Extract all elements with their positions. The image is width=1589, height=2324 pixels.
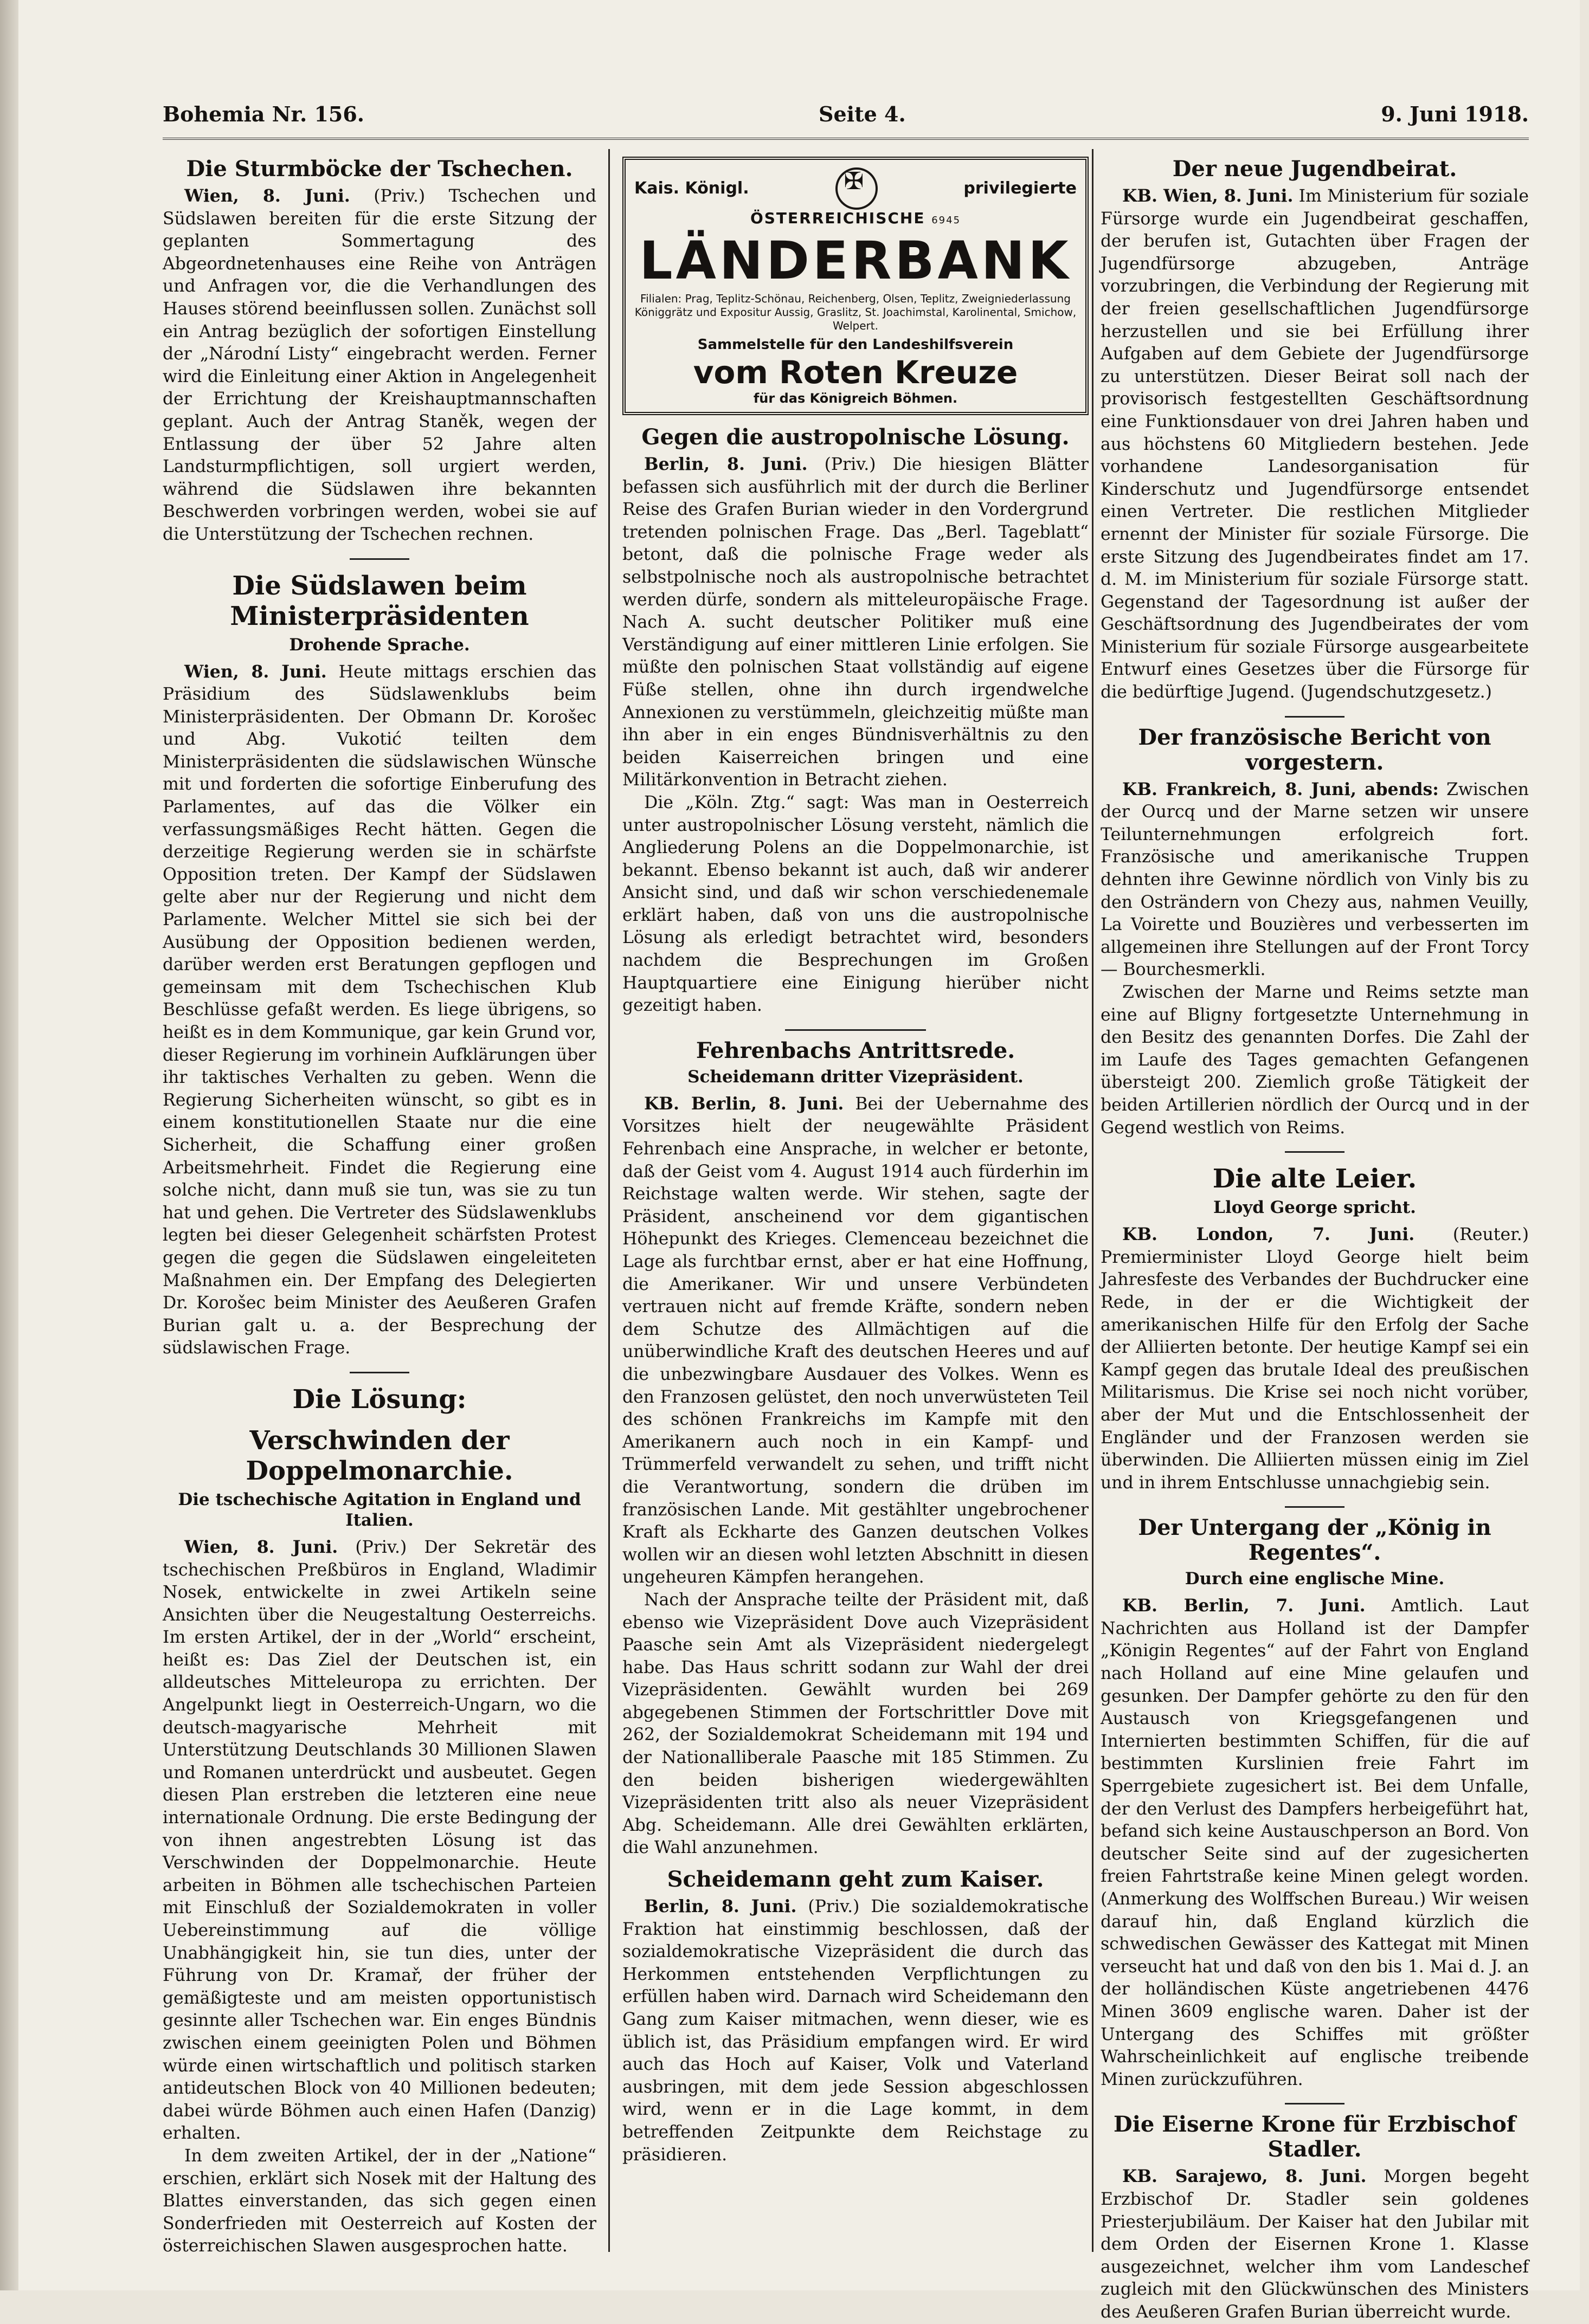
article-separator bbox=[1285, 2103, 1344, 2104]
article-body bbox=[1101, 778, 1529, 982]
article-separator bbox=[1285, 1506, 1344, 1508]
ad-line2: ÖSTERREICHISCHE bbox=[750, 209, 925, 227]
article-body: Nach der Ansprache teilte der Präsident mit, daß ebenso wie Vizepräsident Dove auch Vizepräsident Paasche sein Amt als Vizepräsident niedergelegt habe. Das Haus schritt sodann zur Wahl der drei Vizepräsidenten. Gewählt wurden bei 269 abgegebenen Stimmen der Fortschrittler Dove mit 262, der Sozialdemokrat Scheidemann mit 194 und der Nationalliberale Paasche mit 185 Stimmen. Zu den beiden bisherigen wiedergewählten Vizepräsidenten tritt also als neuer Vizepräsident Abg. Scheidemann. Alle drei Gewählten erklärten, die Wahl anzunehmen. bbox=[622, 1590, 1089, 1858]
article-body bbox=[622, 1093, 1089, 1589]
article-separator bbox=[350, 558, 409, 560]
article-text: Heute mittags erschien das Präsidium des Südslawenklubs beim Ministerpräsidenten. Der Obmann Dr. Korošec und Abg. Vukotić teilten dem Ministerpräsidenten die südslawischen Wünsche mit und forderten die sofortige Einberufung des Parlamentes, auf das die Völker ein verfassungsmäßiges Recht hätten. Gegen die derzeitige Regierung werden sie in schärfste Opposition treten. Der Kampf der Südslawen gelte aber nur der Regierung und nicht dem Parlamente. Welcher Mittel sie sich bei der Ausübung der Opposition bedienen werden, darüber werden erst Beratungen gepflogen und gemeinsam mit dem Tschechischen Klub Beschlüsse gefaßt werden. Es liege übrigens, so heißt es in dem Kommunique, gar kein Grund vor, dieser Regierung im vorhinein Aufklärungen über ihr taktisches Verhalten zu geben. Wenn die Regierung Sicherheiten wünscht, so gibt es in einem konstitutionellen Staate nur die eine Sicherheit, die Schaffung einer großen Arbeitsmehrheit. Findet die Regierung eine solche nicht, dann muß sie tun, was sie zu tun hat und gehen. Die Vertreter des Südslawenklubs legten bei dieser Gelegenheit schärfsten Protest gegen die gegen die Südslawen eingeleiteten Maßnahmen ein. Der Empfang des Delegierten Dr. Korošec beim Minister des Aeußeren Grafen Burian galt u. a. der Besprechung der südslawischen Frage. bbox=[163, 662, 596, 1358]
article-body bbox=[1101, 1594, 1529, 2091]
article-body: In dem zweiten Artikel, der in der „Natione“ erschien, erklärt sich Nosek mit der Haltung des Blattes einverstanden, das sich gegen einen Sonderfrieden mit Oesterreich auf Kosten der österreichischen Slawen ausgesprochen hatte. bbox=[163, 2146, 596, 2256]
column-1 bbox=[163, 149, 596, 2256]
article-title-line-2: Verschwinden der Doppelmonarchie. bbox=[246, 1425, 513, 1486]
article-dateline: KB. Berlin, 7. Juni. bbox=[1122, 1596, 1366, 1616]
page-binding-shadow bbox=[0, 0, 18, 2290]
article-title: Scheidemann geht zum Kaiser. bbox=[667, 1867, 1044, 1893]
article-body bbox=[622, 453, 1089, 792]
article-text: Im Ministerium für soziale Fürsorge wurde ein Jugendbeirat geschaffen, der berufen ist, Gutachten über Fragen der Jugendfürsorge abzugeben, Anträge vorzubringen, die Verbindung der Regierung mit der freien gesellschaftlichen Jugendfürsorge herzustellen und sie bei Erfüllung ihrer Aufgaben auf dem Gebiete der Jugendfürsorge zu unterstützen. Dieser Beirat soll nach der provisorisch festgestellten Geschäftsordnung eine Funktionsdauer von drei Jahren haben und aus höchstens 60 Mitgliedern bestehen. Jede vorhandene Landesorganisation für Kinderschutz und Jugendfürsorge entsendet einen Vertreter. Die restlichen Mitglieder ernennt der Minister für soziale Fürsorge. Die erste Sitzung des Jugendbeirates findet am 17. d. M. im Ministerium für soziale Fürsorge statt. Gegenstand der Tagesordnung ist außer der Geschäftsordnung des Jugendbeirates der vom Ministerium für soziale Fürsorge ausgearbeitete Entwurf eines Gesetzes über die Fürsorge für die bedürftige Jugend. (Jugendschutzgesetz.) bbox=[1101, 186, 1529, 702]
article-title: Die alte Leier. bbox=[1212, 1164, 1417, 1195]
laenderbank-advertisement bbox=[622, 157, 1089, 415]
article-title: Die Südslawen beim Ministerpräsidenten bbox=[230, 570, 529, 631]
article-body bbox=[1101, 2165, 1529, 2323]
article-dateline: KB. Berlin, 8. Juni. bbox=[644, 1093, 844, 1114]
article-body bbox=[1101, 185, 1529, 704]
column-3 bbox=[1101, 149, 1529, 2322]
article-dateline: Wien, 8. Juni. bbox=[184, 1537, 338, 1557]
article-title: Gegen die austropolnische Lösung. bbox=[641, 424, 1070, 450]
page-header bbox=[163, 102, 1529, 134]
article-separator bbox=[350, 1372, 409, 1373]
ad-bank-name: LÄNDERBANK bbox=[639, 230, 1072, 291]
ad-branches: Filialen: Prag, Teplitz-Schönau, Reichenberg, Olsen, Teplitz, Zweigniederlassung Königgrätz und Expositur Aussig, Graslitz, St. Joachimstal, Karolinental, Smichow, Welpert. bbox=[634, 292, 1077, 332]
article-body: Zwischen der Marne und Reims setzte man eine auf Bligny fortgesetzte Unternehmung in den Besitz des genannten Dorfes. Die Zahl der im Laufe des Tages gemachten Gefangenen übersteigt 200. Ziemlich große Tätigkeit der beiden Artillerien nördlich der Ourcq und in der Gegend westlich von Reims. bbox=[1101, 983, 1529, 1138]
article-title: Fehrenbachs Antrittsrede. bbox=[696, 1037, 1015, 1063]
article-dateline: KB. Sarajewo, 8. Juni. bbox=[1122, 2166, 1367, 2187]
column-2 bbox=[622, 149, 1089, 2252]
article-separator bbox=[785, 1029, 926, 1031]
ad-top-line bbox=[634, 167, 1077, 210]
article-separator bbox=[1285, 1151, 1344, 1153]
article-body bbox=[163, 661, 596, 1360]
ad-subtitle bbox=[634, 210, 1077, 229]
article-subtitle: Durch eine englische Mine. bbox=[1185, 1569, 1445, 1589]
article-subtitle: Lloyd George spricht. bbox=[1213, 1198, 1416, 1218]
header-page-number: Seite 4. bbox=[819, 102, 906, 126]
article-body bbox=[163, 185, 596, 546]
article-text: Zwischen der Ourcq und der Marne setzen wir unsere Teilunternehmungen erfolgreich fort. Französische und amerikanische Truppen dehnten ihre Gewinne nördlich von Vinly bis zu den Osträndern von Chezy aus, nahmen Veuilly, La Voirette und Bouzières und verbesserten im allgemeinen ihre Stellungen auf der Front Torcy — Bourchesmerkli. bbox=[1101, 779, 1529, 980]
article-dateline: KB. Wien, 8. Juni. bbox=[1122, 186, 1294, 206]
article-dateline: Berlin, 8. Juni. bbox=[644, 1896, 797, 1917]
article-text: (Priv.) Tschechen und Südslawen bereiten für die erste Sitzung der geplanten Sommertagung des Abgeordnetenhauses eine Reihe von Anträgen und Anfragen vor, die die Verhandlungen des Hauses störend beeinflussen sollen. Zunächst soll ein Antrag bezüglich der sofortigen Einstellung der „Národní Listy“ eingebracht werden. Ferner wird die Einleitung einer Aktion in Angelegenheit der Errichtung der Kreishauptmannschaften geplant. Auch der Antrag Staněk, wegen der Entlassung der über 52 Jahre alten Landsturmpflichtigen, soll urgiert werden, während die Südslawen ihre bekannten Beschwerden vorbringen werden, wobei sie auf die Unterstützung der Tschechen rechnen. bbox=[163, 186, 596, 544]
header-date: 9. Juni 1918. bbox=[1381, 102, 1529, 126]
article-text: Bei der Uebernahme des Vorsitzes hielt der neugewählte Präsident Fehrenbach eine Ansprache, in welcher er betonte, daß der Geist vom 4. August 1914 auch fürderhin im Reichstage walten werde. Wir stehen, sagte der Präsident, anscheinend vor dem gigantischen Höhepunkt des Krieges. Clemenceau bezeichnet die Lage als furchtbar ernst, aber er hat eine Hoffnung, die Amerikaner. Wir und unsere Verbündeten vertrauen nicht auf fremde Kräfte, sondern neben dem Schutze des Allmächtigen auf die unüberwindliche Kraft des deutschen Heeres und auf die unbezwingbare Ausdauer des Volkes. Wenn es den Franzosen gelüstet, den noch unverwüsteten Teil des schönen Frankreichs im Kampfe mit den Amerikanern auch noch in ein Kampf- und Trümmerfeld verwandelt zu sehen, und trifft nicht die Verantwortung, sondern die drüben im französischen Lande. Mit gestählter ungebrochener Kraft als Eckharte des Ganzen deutschen Volkes wollen wir an diesen wohl letzten Abschnitt in diesen ungeheuren Kämpfen herangehen. bbox=[622, 1094, 1089, 1587]
article-body bbox=[622, 1895, 1089, 2166]
article-dateline: Wien, 8. Juni. bbox=[184, 186, 350, 206]
article-text: Morgen begeht Erzbischof Dr. Stadler sein goldenes Priesterjubiläum. Der Kaiser hat den Jubilar mit dem Orden der Eisernen Krone 1. Klasse ausgezeichnet, welcher ihm vom Landeschef zugleich mit den Glückwünschen des Ministers des Aeußeren Grafen Burian überreicht wurde. bbox=[1101, 2167, 1529, 2322]
article-text: (Priv.) Die sozialdemokratische Fraktion hat einstimmig beschlossen, daß der sozialdemokratische Vizepräsident die durch das Herkommen entstehenden Verpflichtungen zu erfüllen haben wird. Darnach wird Scheidemann den Gang zum Kaiser mitmachen, wenn dieser, wie es üblich ist, das Präsidium empfangen wird. Er wird auch das Hoch auf Kaiser, Volk und Vaterland ausbringen, mit dem jede Session abgeschlossen wird, wenn er in die Lage kommt, in dem betreffenden Zeitpunkte dem Reichstage zu präsidieren. bbox=[622, 1897, 1089, 2165]
article-text: Amtlich. Laut Nachrichten aus Holland ist der Dampfer „Königin Regentes“ auf der Fahrt von England nach Holland auf eine Mine gelaufen und gesunken. Der Dampfer gehörte zu den für den Austausch von Kriegsgefangenen und Internierten bestimmten Schiffen, für die auf bestimmten Kurslinien freie Fahrt im Sperrgebiete zugesichert ist. Bei dem Unfalle, der den Verlust des Dampfers herbeigeführt hat, befand sich keine Austauschperson an Bord. Von deutscher Seite sind auf der zugesicherten freien Fahrtstraße keine Minen gelegt worden. (Anmerkung des Wolffschen Bureau.) Wir weisen darauf hin, daß England kürzlich die schwedischen Gewässer des Kattegat mit Minen verseucht hat und daß von den bis 1. Mai d. J. an der holländischen Küste angetriebenen 4476 Minen 3609 englische waren. Daher ist der Untergang des Schiffes mit größter Wahrscheinlichkeit auf englische treibende Minen zurückzuführen. bbox=[1101, 1596, 1529, 2089]
article-subtitle: Scheidemann dritter Vizepräsident. bbox=[687, 1067, 1024, 1087]
article-text: (Reuter.) Premierminister Lloyd George hielt beim Jahresfeste des Verbandes der Buchdrucker eine Rede, in der er die Wichtigkeit der amerikanischen Hilfe für den Erfolg der Sache der Alliierten betonte. Der heutige Kampf sei ein Kampf gegen das brutale Ideal des preußischen Militarismus. Die Krise sei noch nicht vorüber, aber der Mut und die Entschlossenheit der Engländer und der Franzosen werden sie überwinden. Die Alliierten müssen einig im Ziel und in ihrem Entschlusse unnachgiebig sein. bbox=[1101, 1225, 1529, 1493]
eagle-emblem-icon bbox=[835, 167, 878, 210]
article-title: Die Lösung: bbox=[292, 1384, 467, 1415]
article-separator bbox=[1285, 716, 1344, 718]
article-body bbox=[163, 1536, 596, 2145]
article-dateline: KB. London, 7. Juni. bbox=[1122, 1224, 1415, 1245]
article-title: Der französische Bericht von vorgestern. bbox=[1138, 724, 1491, 775]
ad-collection-point: Sammelstelle für den Landeshilfsverein bbox=[697, 337, 1014, 353]
ad-line1-right: privilegierte bbox=[963, 179, 1077, 198]
ad-line1-left: Kais. Königl. bbox=[634, 179, 749, 198]
column-rule-1 bbox=[608, 149, 610, 2252]
article-body: Die „Köln. Ztg.“ sagt: Was man in Oesterreich unter austropolnischer Lösung versteht, nämlich die Angliederung Polens an die Doppelmonarchie, ist bekannt. Ebenso bekannt ist auch, daß wir anderer Ansicht sind, und daß wir schon verschiedenemale erklärt haben, daß von uns die austropolnische Lösung als erledigt betrachtet wird, besonders nachdem die Besprechungen im Großen Hauptquartiere eine Einigung hierüber nicht gezeitigt haben. bbox=[622, 792, 1089, 1016]
article-title: Die Eiserne Krone für Erzbischof Stadler. bbox=[1114, 2112, 1516, 2162]
header-issue: Bohemia Nr. 156. bbox=[163, 102, 365, 126]
article-title: Der Untergang der „König in Regentes“. bbox=[1138, 1515, 1491, 1566]
column-rule-2 bbox=[1092, 149, 1093, 2252]
ad-footer: für das Königreich Böhmen. bbox=[753, 391, 958, 406]
article-dateline: Wien, 8. Juni. bbox=[184, 661, 327, 682]
article-text: (Priv.) Die hiesigen Blätter befassen sich ausführlich mit der durch die Berliner Reise des Grafen Burian wieder in den Vordergrund tretenden polnischen Frage. Das „Berl. Tageblatt“ betont, daß die polnische Frage weder als selbstpolnische noch als austropolnische betrachtet werden dürfe, sondern als mitteleuropäische Frage. Nach A. sucht deutscher Politiker muß eine Verständigung auf einer mittleren Linie erfolgen. Sie müßte den polnischen Staat vollständig auf eigene Füße stellen, ohne ihn durch irgendwelche Annexionen zu verstümmeln, gleichzeitig müßte man ihn aber in ein enges Bündnisverhältnis zu den beiden Kaiserreichen bringen und eine Militärkonvention in Betracht ziehen. bbox=[622, 455, 1089, 790]
ad-red-cross: vom Roten Kreuze bbox=[693, 354, 1018, 391]
article-subtitle: Drohende Sprache. bbox=[289, 635, 470, 655]
article-text: (Priv.) Der Sekretär des tschechischen Preßbüros in England, Wladimir Nosek, entwickelte in zwei Artikeln seine Ansichten über die Neugestaltung Oesterreichs. Im ersten Artikel, der in der „World“ erscheint, heißt es: Das Ziel der Deutschen ist, ein alldeutsches Mitteleuropa zu errichten. Der Angelpunkt liegt in Oesterreich-Ungarn, wo die deutsch-magyarische Mehrheit mit Unterstützung Deutschlands 30 Millionen Slawen und Romanen unterdrückt und ausbeutet. Gegen diesen Plan erstreben die letzteren eine neue internationale Ordnung. Die erste Bedingung der von ihnen angestrebten Lösung ist das Verschwinden der Doppelmonarchie. Heute arbeiten in Böhmen alle tschechischen Parteien mit Einschluß der Sozialdemokraten in voller Uebereinstimmung auf die völlige Unabhängigkeit hin, sie tun dies, unter der Führung von Dr. Kramař, der früher der gemäßigteste und am meisten opportunistisch gesinnte aller Tschechen war. Ein enges Bündnis zwischen einem geeinigten Polen und Böhmen würde einen wirtschaftlich und politisch starken antideutschen Block von 40 Millionen bedeuten; dabei würde Böhmen auch einen Hafen (Danzig) erhalten. bbox=[163, 1537, 596, 2144]
ad-code: 6945 bbox=[931, 215, 961, 226]
article-title: Die Sturmböcke der Tschechen. bbox=[186, 156, 573, 182]
article-subtitle: Die tschechische Agitation in England und Italien. bbox=[178, 1489, 581, 1530]
article-title: Der neue Jugendbeirat. bbox=[1172, 156, 1457, 182]
header-rule bbox=[163, 138, 1529, 140]
article-body bbox=[1101, 1223, 1529, 1494]
article-dateline: KB. Frankreich, 8. Juni, abends: bbox=[1122, 779, 1439, 799]
article-dateline: Berlin, 8. Juni. bbox=[644, 454, 808, 474]
